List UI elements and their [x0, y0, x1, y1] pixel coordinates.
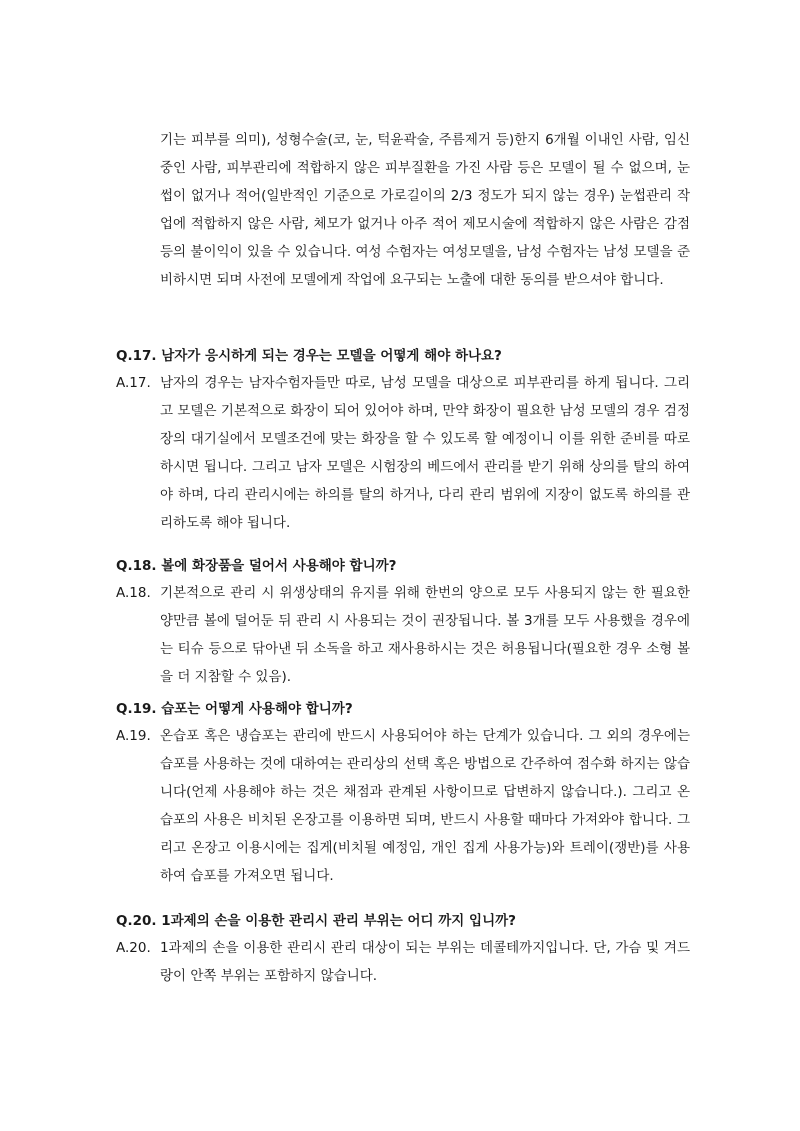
question-heading: Q.19. 습포는 어떻게 사용해야 합니까? — [116, 701, 353, 717]
answer-label: A.20. — [116, 940, 151, 956]
qa-item-19 — [116, 696, 690, 890]
answer-label: A.18. — [116, 585, 151, 601]
answer-text: 1과제의 손을 이용한 관리시 관리 대상이 되는 부위는 데콜테까지입니다. 단, 가슴 및 겨드랑이 안쪽 부위는 포함하지 않습니다. — [160, 940, 690, 984]
question-heading: Q.17. 남자가 응시하게 되는 경우는 모델을 어떻게 해야 하나요? — [116, 348, 502, 364]
qa-item-20 — [116, 908, 690, 990]
answer-block — [116, 722, 690, 890]
answer-block — [116, 934, 690, 990]
question-heading: Q.18. 볼에 화장품을 덜어서 사용해야 합니까? — [116, 558, 397, 574]
qa-item-17 — [116, 343, 690, 537]
qa-item-18 — [116, 553, 690, 691]
answer-block — [116, 369, 690, 537]
intro-paragraph: 기는 피부를 의미), 성형수술(코, 눈, 턱윤곽술, 주름제거 등)한지 6개월 이내인 사람, 임신 중인 사람, 피부관리에 적합하지 않은 피부질환을 가진 사람 등은 모델이 될 수 없으며, 눈썹이 없거나 적어(일반적인 기준으로 가로길이의 2/3 정도가 되지 않는 경우) 눈썹관리 작업에 적합하지 않은 사람, 체모가 없거나 아주 적어 제모시술에 적합하지 않은 사람은 감점 등의 불이익이 있을 수 있습니다. 여성 수험자는 여성모델을, 남성 수험자는 남성 모델을 준비하시면 되며 사전에 모델에게 작업에 요구되는 노출에 대한 동의를 받으셔야 합니다. — [160, 132, 690, 288]
answer-text: 남자의 경우는 남자수험자들만 따로, 남성 모델을 대상으로 피부관리를 하게 됩니다. 그리고 모델은 기본적으로 화장이 되어 있어야 하며, 만약 화장이 필요한 남성 모델의 경우 검정장의 대기실에서 모델조건에 맞는 화장을 할 수 있도록 할 예정이니 이를 위한 준비를 따로 하시면 됩니다. 그리고 남자 모델은 시험장의 베드에서 관리를 받기 위해 상의를 탈의 하여야 하며, 다리 관리시에는 하의를 탈의 하거나, 다리 관리 범위에 지장이 없도록 하의를 관리하도록 해야 됩니다. — [160, 375, 690, 531]
answer-text: 기본적으로 관리 시 위생상태의 유지를 위해 한번의 양으로 모두 사용되지 않는 한 필요한 양만큼 볼에 덜어둔 뒤 관리 시 사용되는 것이 권장됩니다. 볼 3개를 모두 사용했을 경우에는 티슈 등으로 닦아낸 뒤 소독을 하고 재사용하시는 것은 허용됩니다(필요한 경우 소형 볼을 더 지참할 수 있음). — [160, 585, 690, 685]
answer-label: A.17. — [116, 375, 151, 391]
answer-text: 온습포 혹은 냉습포는 관리에 반드시 사용되어야 하는 단계가 있습니다. 그 외의 경우에는 습포를 사용하는 것에 대하여는 관리상의 선택 혹은 방법으로 간주하여 점수화 하지는 않습니다(언제 사용해야 하는 것은 채점과 관계된 사항이므로 답변하지 않습니다.). 그리고 온습포의 사용은 비치된 온장고를 이용하면 되며, 반드시 사용할 때마다 가져와야 합니다. 그리고 온장고 이용시에는 집게(비치될 예정임, 개인 집게 사용가능)와 트레이(쟁반)를 사용하여 습포를 가져오면 됩니다. — [160, 728, 690, 884]
question-heading: Q.20. 1과제의 손을 이용한 관리시 관리 부위는 어디 까지 입니까? — [116, 913, 516, 929]
answer-block — [116, 579, 690, 691]
answer-label: A.19. — [116, 728, 151, 744]
